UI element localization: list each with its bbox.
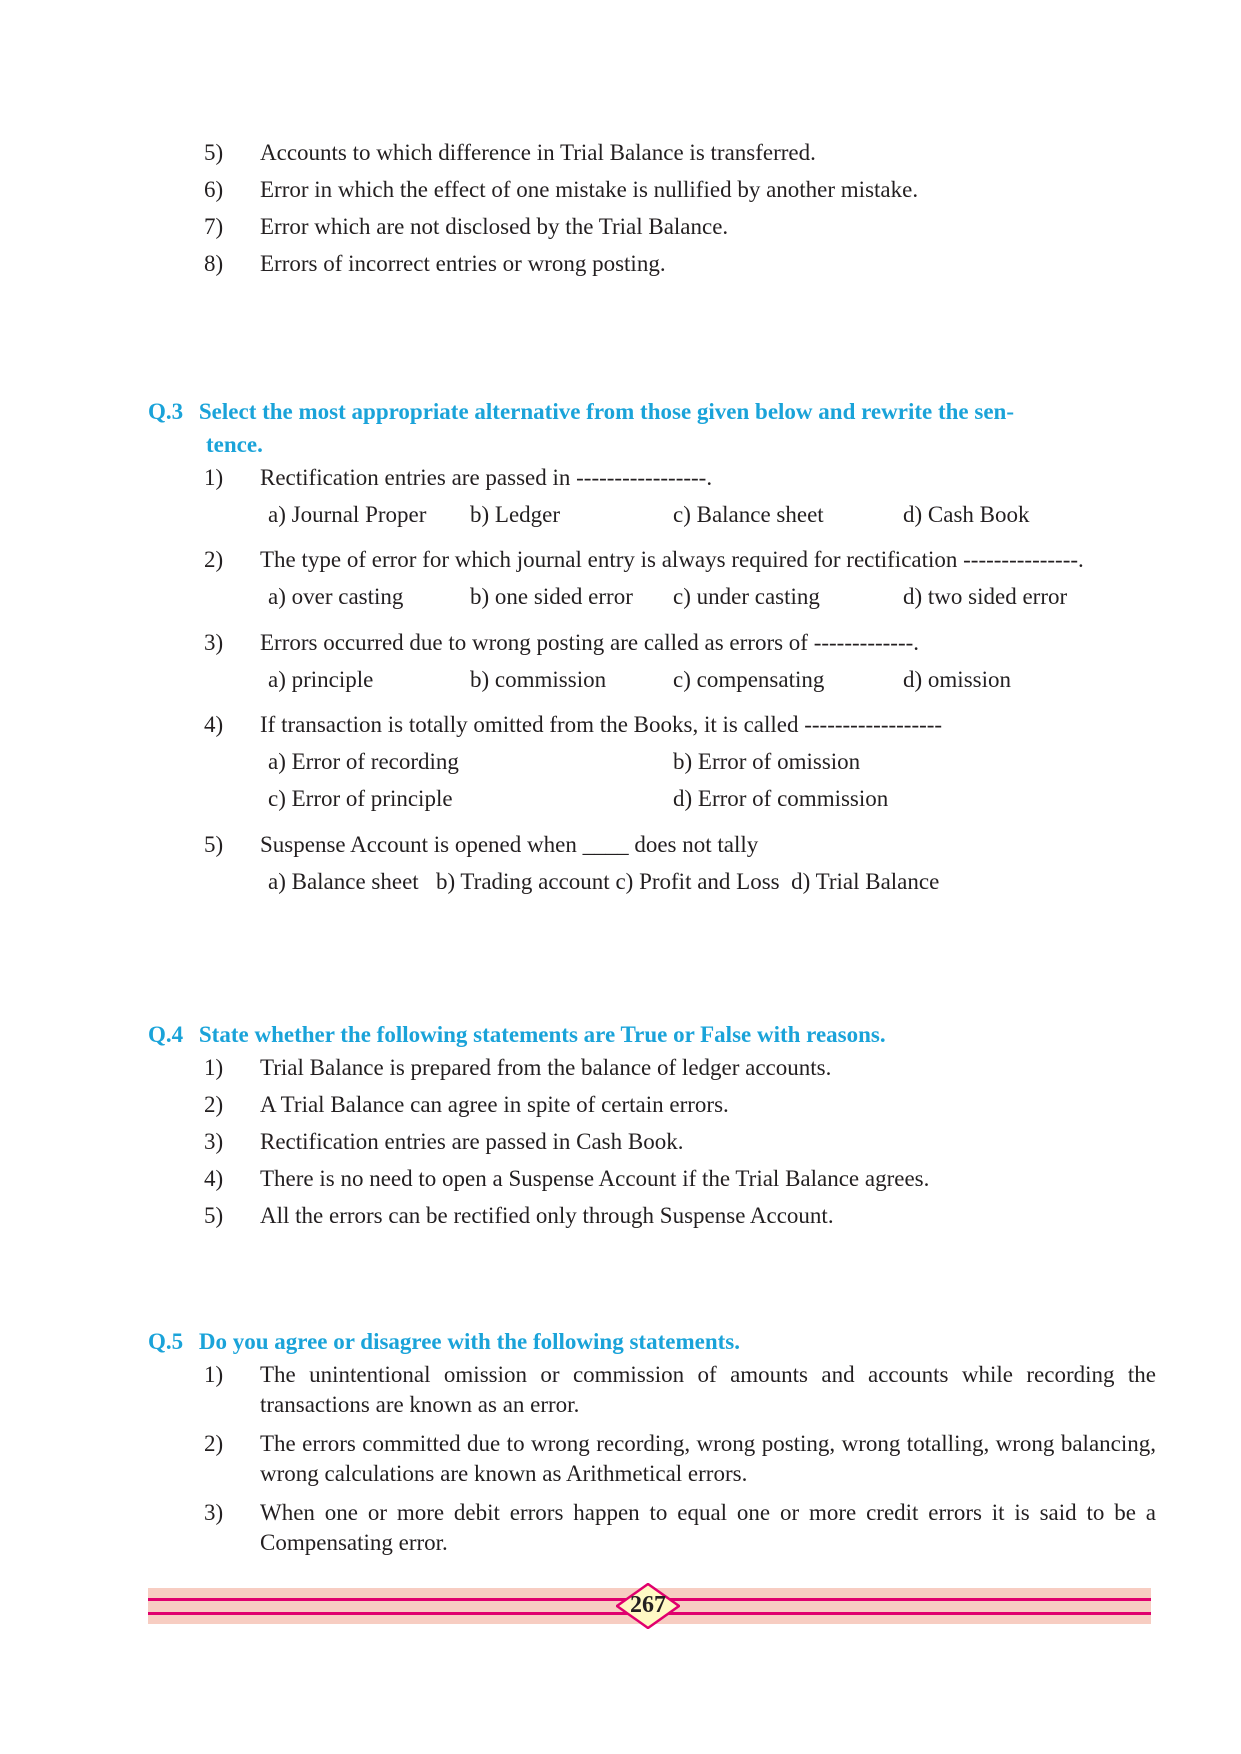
item-text: When one or more debit errors happen to equal one or more credit errors it is said to be a Compensating error. (260, 1500, 1156, 1555)
item-text: Error in which the effect of one mistake is nullified by another mistake. (260, 177, 919, 202)
item-text: The type of error for which journal entry is always required for rectification ---------------. (260, 547, 1084, 572)
item-number: 2) (204, 1431, 224, 1456)
item-text: The errors committed due to wrong recording, wrong posting, wrong totalling, wrong balancing, wrong calculations are known as Arithmetical errors. (260, 1431, 1156, 1486)
question-title: Do you agree or disagree with the following statements. (198, 1329, 740, 1354)
page-number: 267 (630, 1592, 666, 1618)
item-number: 3) (204, 1129, 224, 1154)
option-b: b) one sided error (470, 584, 633, 609)
item-text: Rectification entries are passed in -----------------. (260, 465, 713, 490)
item-text: Error which are not disclosed by the Trial Balance. (260, 214, 729, 239)
item-number: 4) (204, 712, 224, 737)
option-c: c) Balance sheet (673, 502, 824, 527)
item-text: Trial Balance is prepared from the balance of ledger accounts. (260, 1055, 832, 1080)
item-number: 6) (204, 177, 224, 202)
option-c: c) Error of principle (268, 786, 453, 811)
item-text: Errors occurred due to wrong posting are called as errors of -------------. (260, 630, 920, 655)
option-d: d) Cash Book (903, 502, 1030, 527)
item-number: 5) (204, 832, 224, 857)
options-line: a) Balance sheet b) Trading account c) Profit and Loss d) Trial Balance (268, 869, 940, 894)
option-b: b) Ledger (470, 502, 561, 527)
item-text: Errors of incorrect entries or wrong posting. (260, 251, 666, 276)
item-number: 2) (204, 547, 224, 572)
item-number: 8) (204, 251, 224, 276)
item-number: 7) (204, 214, 224, 239)
item-number: 4) (204, 1166, 224, 1191)
option-b: b) commission (470, 667, 607, 692)
item-text: The unintentional omission or commission of amounts and accounts while recording the transactions are known as an error. (260, 1362, 1156, 1417)
item-text: There is no need to open a Suspense Account if the Trial Balance agrees. (260, 1166, 930, 1191)
item-text: Suspense Account is opened when ____ does not tally (260, 832, 759, 857)
q4-heading (148, 1018, 886, 1051)
item-number: 5) (204, 140, 224, 165)
q3-heading-continued: tence. (206, 432, 263, 457)
option-b: b) Error of omission (673, 749, 861, 774)
q5-heading (148, 1325, 740, 1358)
item-number: 3) (204, 1500, 224, 1525)
question-label: Q.3 (148, 399, 184, 424)
item-number: 1) (204, 465, 224, 490)
item-number: 5) (204, 1203, 224, 1228)
question-title: Select the most appropriate alternative from those given below and rewrite the sen- (198, 399, 1014, 424)
item-text: Rectification entries are passed in Cash Book. (260, 1129, 684, 1154)
item-number: 2) (204, 1092, 224, 1117)
item-text: Accounts to which difference in Trial Balance is transferred. (260, 140, 816, 165)
option-d: d) omission (903, 667, 1011, 692)
question-title: State whether the following statements are True or False with reasons. (198, 1022, 886, 1047)
item-number: 3) (204, 630, 224, 655)
item-text: A Trial Balance can agree in spite of certain errors. (260, 1092, 729, 1117)
option-a: a) principle (268, 667, 374, 692)
item-text: All the errors can be rectified only through Suspense Account. (260, 1203, 834, 1228)
option-c: c) under casting (673, 584, 820, 609)
item-number: 1) (204, 1362, 224, 1387)
option-a: a) over casting (268, 584, 404, 609)
option-a: a) Journal Proper (268, 502, 427, 527)
item-text: If transaction is totally omitted from the Books, it is called ------------------ (260, 712, 943, 737)
option-d: d) Error of commission (673, 786, 889, 811)
q3-heading (148, 395, 1014, 428)
question-label: Q.4 (148, 1022, 184, 1047)
question-label: Q.5 (148, 1329, 184, 1354)
item-number: 1) (204, 1055, 224, 1080)
option-c: c) compensating (673, 667, 825, 692)
option-d: d) two sided error (903, 584, 1068, 609)
option-a: a) Error of recording (268, 749, 459, 774)
